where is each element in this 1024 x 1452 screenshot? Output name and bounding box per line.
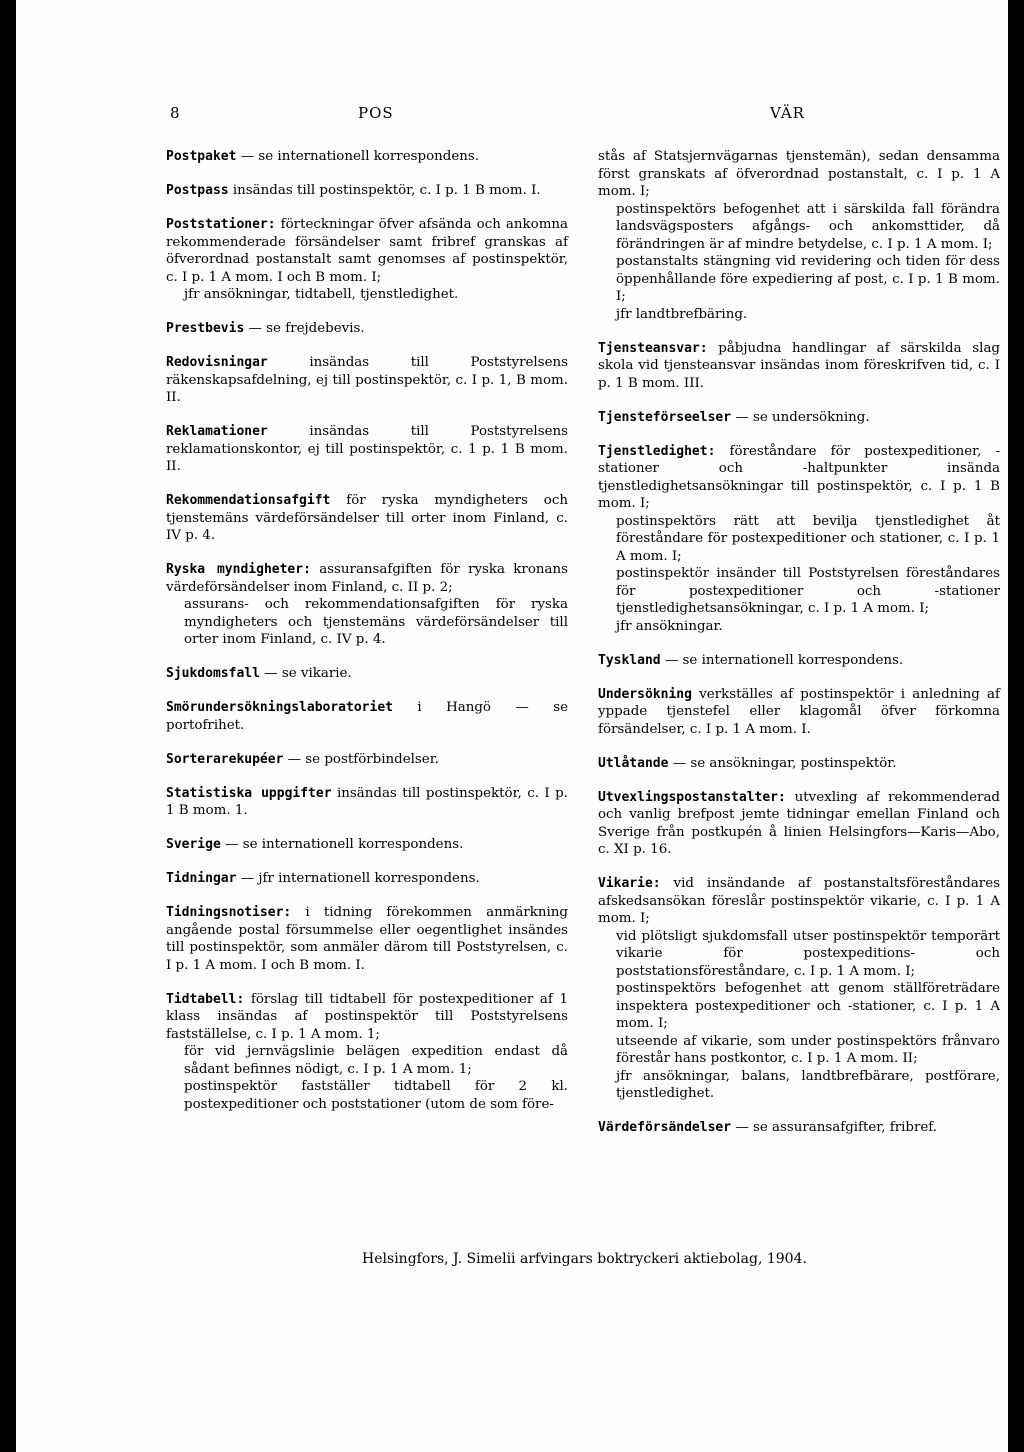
entry-headword: Värdeförsändelser [598,1120,732,1135]
index-entry [166,665,568,683]
entry-headword: Prestbevis [166,321,245,336]
entry-text: — jfr internationell korrespondens. [236,871,480,886]
entry-headword: Sorterarekupéer [166,751,284,767]
entry-text: assuransafgiften för ryska kronans värdeförsändelser inom Finland, c. II p. 2; [166,562,568,595]
index-entry [166,561,568,649]
entry-headword: Postpass [166,183,229,198]
entry-text: vid insändande af postanstaltsföreståndares afskedsansökan föreslår postinspektör vikarie, c. I p. 1 A mom. I; [598,876,1000,926]
right-column [598,148,1000,1153]
entry-subreference: jfr ansökningar, tidtabell, tjenstledighet. [184,287,459,302]
entry-text: — se ansökningar, postinspektör. [668,755,897,771]
entry-subreference: jfr landtbrefbäring. [616,306,748,322]
entry-subreference: postinspektörs befogenhet att i särskilda fall förändra landsvägsposters afgångs- och ankomsttider, då förändringen är af mindre betydelse, c. I p. 1 A mom. I; [616,201,1000,252]
entry-headword: Tjensteförseelser [598,409,732,425]
index-entry [166,423,568,476]
entry-text: i Hangö — se portofrihet. [166,700,568,733]
index-entry [166,148,568,166]
left-column [166,148,568,1130]
document-page [16,0,1008,1452]
index-entry [598,686,1000,739]
entry-headword: Sverige [166,837,221,852]
entry-text: — se internationell korrespondens. [236,149,480,164]
running-head-right: VÄR [770,104,805,122]
index-entry [166,836,568,854]
index-entry [166,751,568,769]
index-entry [166,991,568,1114]
entry-subreference: postinspektörs rätt att bevilja tjenstledighet åt föreståndare för postexpeditioner och stationer, c. I p. 1 A mom. I; [616,513,1000,564]
page-number: 8 [170,104,181,122]
index-entry [598,789,1000,859]
index-entry [166,870,568,888]
entry-text: förslag till tidtabell för postexpeditioner af 1 klass insändas af postinspektör till Poststyrelsens fastställelse, c. I p. 1 A mom. 1; [166,991,568,1042]
entry-text: — se vikarie. [259,666,352,681]
entry-text: — se undersökning. [731,409,870,425]
index-entry [166,216,568,304]
entry-headword: Ryska myndigheter: [166,562,311,577]
entry-headword: Postpaket [166,149,237,164]
entry-text: utvexling af rekommenderad och vanlig brefpost jemte tidningar emellan Finland och Sverige från postkupén å linien Helsingfors—Karis—Abo, c. XI p. 16. [598,789,1000,857]
entry-text: verkställes af postinspektör i anledning af yppade tjenstefel eller klagomål öfver förkomna försändelser, c. I p. 1 A mom. I. [598,686,1000,737]
entry-headword: Poststationer: [166,217,276,232]
entry-text: — se internationell korrespondens. [220,837,464,852]
entry-text: för ryska myndigheters och tjenstemäns värdeförsändelser till orter inom Finland, c. IV p. 4. [166,493,568,543]
entry-subreference: postinspektör insänder till Poststyrelsen föreståndares för postexpeditioner och -stationer tjenstledighetsansökningar, c. I p. 1 A mom. I; [616,566,1000,616]
entry-headword: Tidningar [166,871,237,886]
entry-subreference: postanstalts stängning vid revidering och tiden för dess öppenhållande före expediering af post, c. I p. 1 B mom. I; [616,254,1000,304]
entry-text: påbjudna handlingar af särskilda slag skola vid tjensteansvar insändas inom föreskrifven tid, c. I p. 1 B mom. III. [598,340,1000,391]
entry-text: insändas till Poststyrelsens räkenskapsafdelning, ej till postinspektör, c. I p. 1, B mom. II. [166,355,568,405]
entry-headword: Reklamationer [166,424,268,439]
entry-headword: Undersökning [598,686,692,702]
index-entry [166,904,568,974]
entry-text: — se assuransafgifter, fribref. [731,1120,938,1135]
entry-headword: Utvexlingspostanstalter: [598,789,786,805]
index-entry [598,340,1000,393]
entry-subreference: postinspektörs befogenhet att genom ställföreträdare inspektera postexpeditioner och -stationer, c. I p. 1 A mom. I; [616,981,1000,1031]
entry-text: insändas till postinspektör, c. I p. 1 B mom. I. [228,183,541,198]
entry-headword: Tidtabell: [166,991,245,1007]
entry-subreference: assurans- och rekommendationsafgiften för ryska myndigheters och tjenstemäns värdeförsändelser till orter inom Finland, c. IV p. 4. [184,597,568,647]
index-entry [598,148,1000,323]
entry-text: föreståndare för postexpeditioner, -stationer och -haltpunkter insända tjenstledighetsansökningar till postinspektör, c. I p. 1 B mom. I; [598,443,1000,511]
entry-headword: Redovisningar [166,355,268,370]
entry-subreference: vid plötsligt sjukdomsfall utser postinspektör temporärt vikarie för postexpeditions- och poststationsföreståndare, c. I p. 1 A mom. I; [616,928,1000,979]
entry-subreference: jfr ansökningar, balans, landtbrefbärare, postförare, tjenstledighet. [616,1068,1000,1101]
index-entry [598,755,1000,773]
index-entry [166,320,568,338]
entry-headword: Tjenstledighet: [598,443,716,459]
printer-imprint: Helsingfors, J. Simelii arfvingars boktryckeri aktiebolag, 1904. [362,1251,807,1267]
entry-text: — se frejdebevis. [244,321,365,336]
entry-subreference: jfr ansökningar. [616,618,723,634]
running-head-left: POS [358,104,394,122]
entry-headword: Sjukdomsfall [166,666,260,681]
index-entry [166,354,568,407]
index-entry [598,409,1000,427]
entry-headword: Utlåtande [598,755,669,771]
index-entry [166,785,568,820]
index-entry [598,875,1000,1103]
entry-headword: Tidningsnotiser: [166,905,292,920]
entry-text: — se postförbindelser. [283,751,439,767]
index-entry [598,1119,1000,1137]
entry-text: stås af Statsjernvägarnas tjenstemän), sedan densamma först granskats af öfverordnad postanstalt, c. I p. 1 A mom. I; [598,149,1000,199]
index-entry [166,699,568,734]
index-entry [598,443,1000,636]
entry-text: i tidning förekommen anmärkning angående postal försummelse eller oegentlighet insändes till postinspektör, som anmäler därom till Poststyrelsen, c. I p. 1 A mom. I och B mom. I. [166,905,568,973]
entry-subreference: för vid jernvägslinie belägen expedition endast då sådant befinnes nödigt, c. I p. 1 A mom. 1; [184,1044,568,1077]
index-entry [598,652,1000,670]
entry-headword: Rekommendationsafgift [166,493,331,508]
entry-headword: Smörundersökningslaboratoriet [166,700,393,715]
entry-text: insändas till Poststyrelsens reklamationskontor, ej till postinspektör, c. 1 p. 1 B mom. II. [166,424,568,474]
entry-text: förteckningar öfver afsända och ankomna rekommenderade försändelser samt fribref granskas af öfverordnad postanstalt samt genomses af postinspektör, c. I p. 1 A mom. I och B mom. I; [166,217,568,285]
entry-subreference: postinspektör fastställer tidtabell för 2 kl. postexpeditioner och poststationer (utom de som före- [184,1079,568,1112]
entry-subreference: utseende af vikarie, som under postinspektörs frånvaro förestår hans postkontor, c. I p. 1 A mom. II; [616,1033,1000,1066]
entry-headword: Statistiska uppgifter [166,785,332,801]
entry-headword: Vikarie: [598,876,661,891]
entry-text: — se internationell korrespondens. [660,652,904,668]
entry-headword: Tyskland [598,652,661,668]
entry-headword: Tjensteansvar: [598,340,708,356]
index-entry [166,182,568,200]
index-entry [166,492,568,545]
entry-text: insändas till postinspektör, c. I p. 1 B mom. 1. [166,785,568,818]
